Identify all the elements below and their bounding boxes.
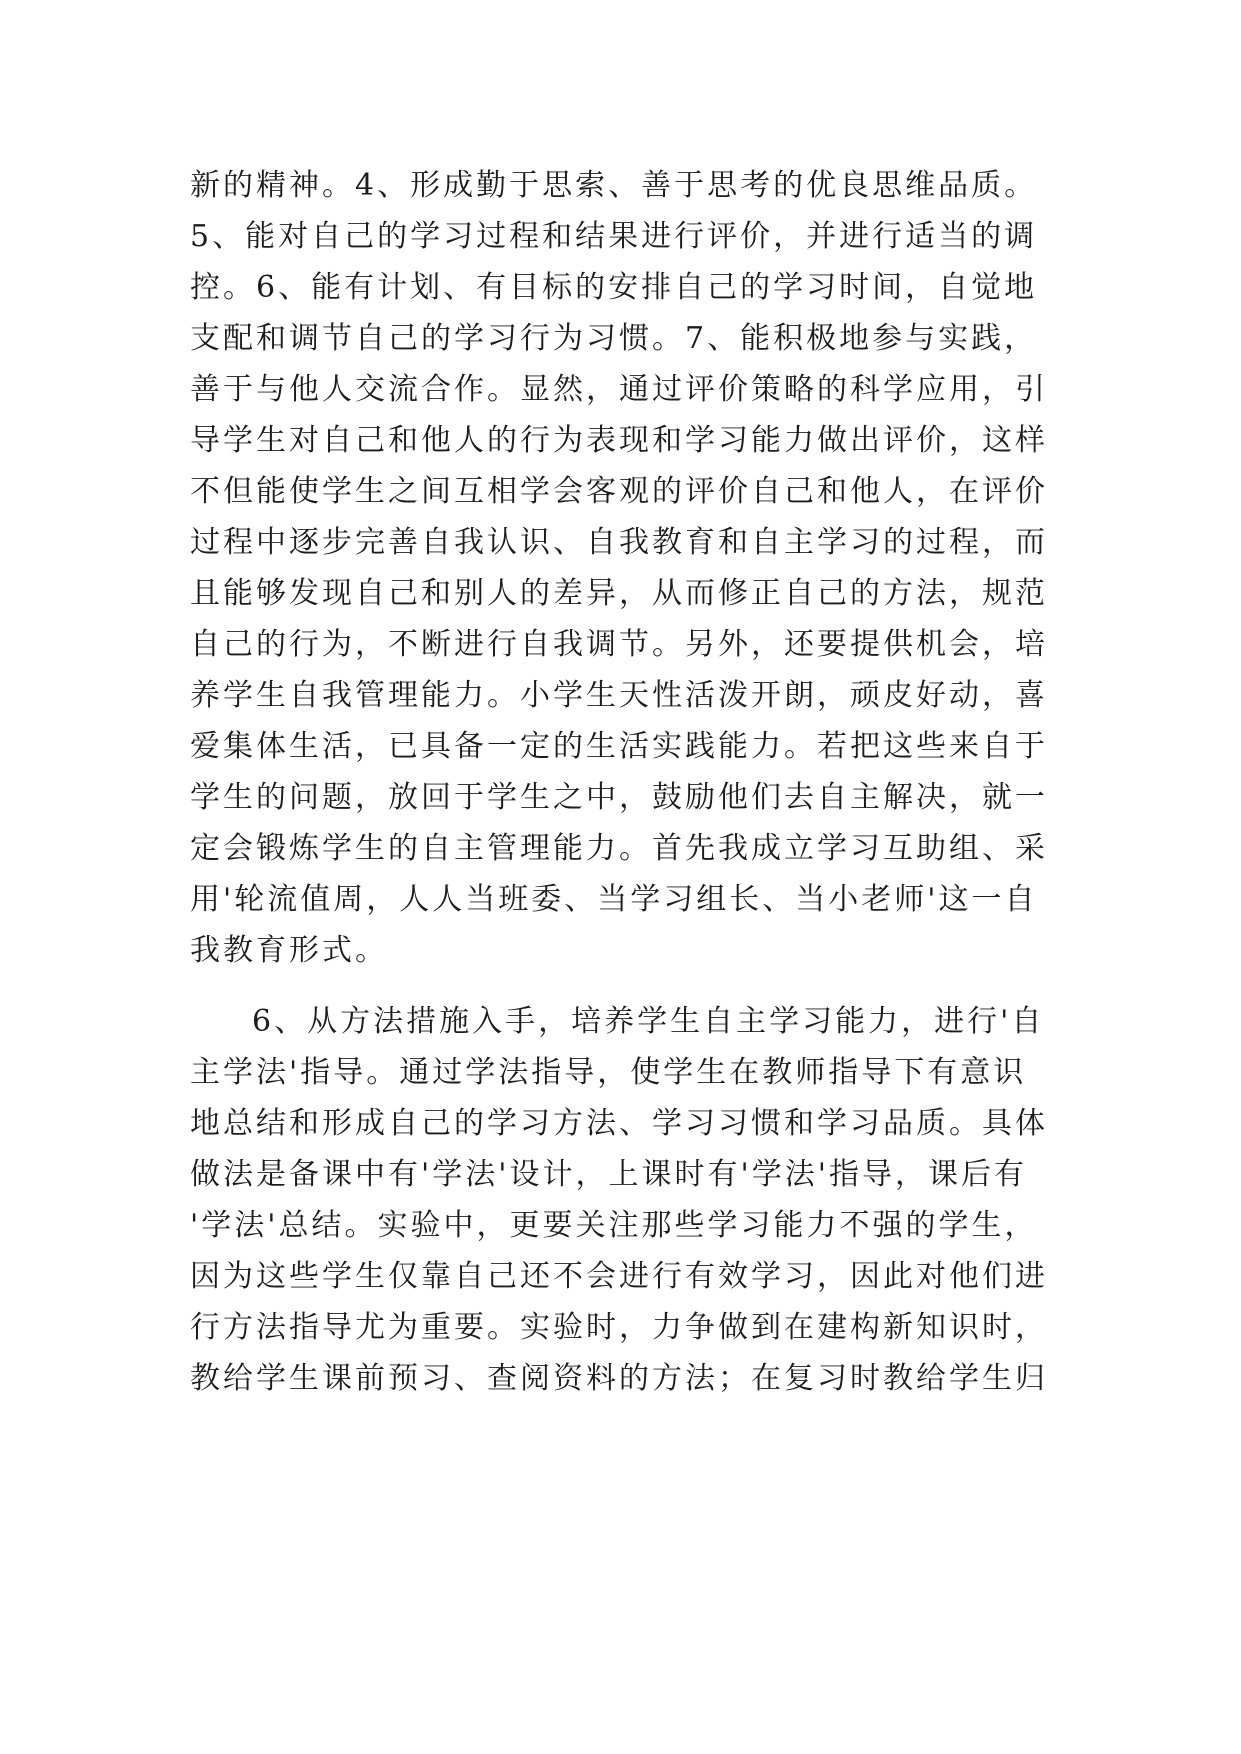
text-line: 定会锻炼学生的自主管理能力。首先我成立学习互助组、采 xyxy=(190,831,1048,866)
text-line: 支配和调节自己的学习行为习惯。7、能积极地参与实践， xyxy=(190,321,1038,356)
text-line: 因为这些学生仅靠自己还不会进行有效学习，因此对他们进 xyxy=(190,1259,1048,1294)
document-body xyxy=(190,160,1050,1404)
text-line: 自己的行为，不断进行自我调节。另外，还要提供机会，培 xyxy=(190,627,1048,662)
paragraph-1 xyxy=(190,160,1050,976)
text-line: 用'轮流值周，人人当班委、当学习组长、当小老师'这一自 xyxy=(190,882,1038,917)
text-line: 控。6、能有计划、有目标的安排自己的学习时间，自觉地 xyxy=(190,270,1038,305)
text-line: '学法'总结。实验中，更要关注那些学习能力不强的学生， xyxy=(190,1208,1038,1243)
text-line: 导学生对自己和他人的行为表现和学习能力做出评价，这样 xyxy=(190,423,1048,458)
text-line: 善于与他人交流合作。显然，通过评价策略的科学应用，引 xyxy=(190,372,1048,407)
text-line: 我教育形式。 xyxy=(190,933,388,968)
text-line: 做法是备课中有'学法'设计，上课时有'学法'指导，课后有 xyxy=(190,1157,1027,1192)
text-line: 6、从方法措施入手，培养学生自主学习能力，进行'自 xyxy=(252,1004,1045,1039)
text-line: 爱集体生活，已具备一定的生活实践能力。若把这些来自于 xyxy=(190,729,1048,764)
text-line: 不但能使学生之间互相学会客观的评价自己和他人，在评价 xyxy=(190,474,1048,509)
text-line: 学生的问题，放回于学生之中，鼓励他们去自主解决，就一 xyxy=(190,780,1048,815)
text-line: 新的精神。4、形成勤于思索、善于思考的优良思维品质。 xyxy=(190,168,1038,203)
text-line: 教给学生课前预习、查阅资料的方法；在复习时教给学生归 xyxy=(190,1361,1048,1396)
text-line: 养学生自我管理能力。小学生天性活泼开朗，顽皮好动，喜 xyxy=(190,678,1048,713)
text-line: 且能够发现自己和别人的差异，从而修正自己的方法，规范 xyxy=(190,576,1048,611)
text-line: 地总结和形成自己的学习方法、学习习惯和学习品质。具体 xyxy=(190,1106,1048,1141)
paragraph-2 xyxy=(190,996,1050,1404)
text-line: 行方法指导尤为重要。实验时，力争做到在建构新知识时， xyxy=(190,1310,1048,1345)
text-line: 主学法'指导。通过学法指导，使学生在教师指导下有意识 xyxy=(190,1055,1027,1090)
text-line: 过程中逐步完善自我认识、自我教育和自主学习的过程，而 xyxy=(190,525,1048,560)
text-line: 5、能对自己的学习过程和结果进行评价，并进行适当的调 xyxy=(190,219,1038,254)
